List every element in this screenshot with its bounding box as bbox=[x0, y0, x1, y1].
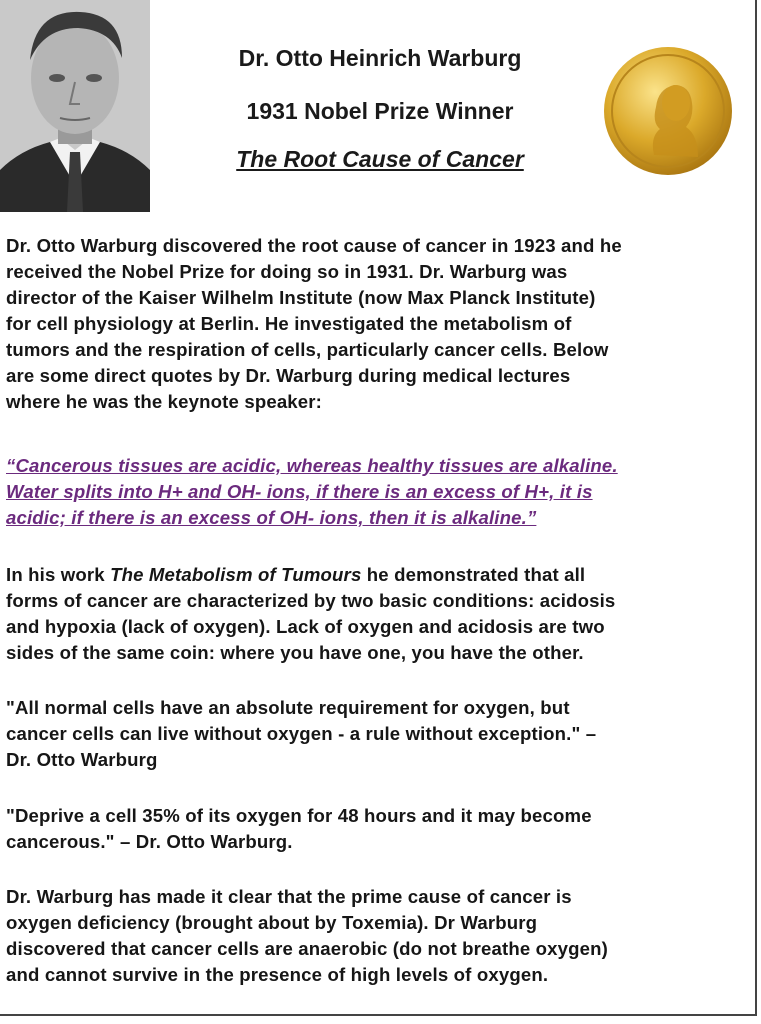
work-paragraph bbox=[6, 562, 748, 666]
text-line: tumors and the respiration of cells, particularly cancer cells. Below bbox=[6, 339, 609, 360]
quote2-paragraph bbox=[6, 695, 748, 773]
quote-line: Water splits into H+ and OH- ions, if there is an excess of H+, it is bbox=[6, 481, 593, 502]
header-name: Dr. Otto Heinrich Warburg bbox=[238, 45, 522, 71]
header-subtitle: The Root Cause of Cancer bbox=[236, 146, 524, 172]
work-pre: In his work bbox=[6, 564, 111, 585]
text-line: Dr. Otto Warburg bbox=[6, 749, 158, 770]
intro-paragraph bbox=[6, 233, 748, 415]
work-title: The Metabolism of Tumours bbox=[110, 564, 362, 585]
nobel-medal-icon bbox=[602, 45, 734, 177]
work-rest: he demonstrated that all bbox=[361, 564, 586, 585]
quote-line: “Cancerous tissues are acidic, whereas healthy tissues are alkaline. bbox=[6, 455, 618, 476]
text-line: Dr. Otto Warburg discovered the root cause of cancer in 1923 and he bbox=[6, 235, 622, 256]
text-line: cancerous." – Dr. Otto Warburg. bbox=[6, 831, 293, 852]
text-line bbox=[6, 562, 748, 588]
text-line: oxygen deficiency (brought about by Toxemia). Dr Warburg bbox=[6, 912, 538, 933]
quote-line: acidic; if there is an excess of OH- ions, then it is alkaline.” bbox=[6, 507, 537, 528]
highlighted-quote bbox=[6, 453, 748, 531]
text-line: for cell physiology at Berlin. He investigated the metabolism of bbox=[6, 313, 572, 334]
text-line: Dr. Warburg has made it clear that the prime cause of cancer is bbox=[6, 886, 572, 907]
text-line: director of the Kaiser Wilhelm Institute (now Max Planck Institute) bbox=[6, 287, 596, 308]
conclusion-paragraph bbox=[6, 884, 748, 988]
text-line: and cannot survive in the presence of high levels of oxygen. bbox=[6, 964, 549, 985]
header-award: 1931 Nobel Prize Winner bbox=[246, 98, 514, 124]
text-line: forms of cancer are characterized by two basic conditions: acidosis bbox=[6, 590, 616, 611]
text-line: discovered that cancer cells are anaerobic (do not breathe oxygen) bbox=[6, 938, 608, 959]
text-line: cancer cells can live without oxygen - a rule without exception." – bbox=[6, 723, 597, 744]
text-line: "Deprive a cell 35% of its oxygen for 48 hours and it may become bbox=[6, 805, 592, 826]
text-line: where he was the keynote speaker: bbox=[6, 391, 323, 412]
text-line: are some direct quotes by Dr. Warburg during medical lectures bbox=[6, 365, 571, 386]
portrait-photo bbox=[0, 0, 150, 212]
text-line: and hypoxia (lack of oxygen). Lack of oxygen and acidosis are two bbox=[6, 616, 605, 637]
text-line: sides of the same coin: where you have one, you have the other. bbox=[6, 642, 584, 663]
text-line: received the Nobel Prize for doing so in 1931. Dr. Warburg was bbox=[6, 261, 568, 282]
text-line: "All normal cells have an absolute requirement for oxygen, but bbox=[6, 697, 570, 718]
quote3-paragraph bbox=[6, 803, 748, 855]
